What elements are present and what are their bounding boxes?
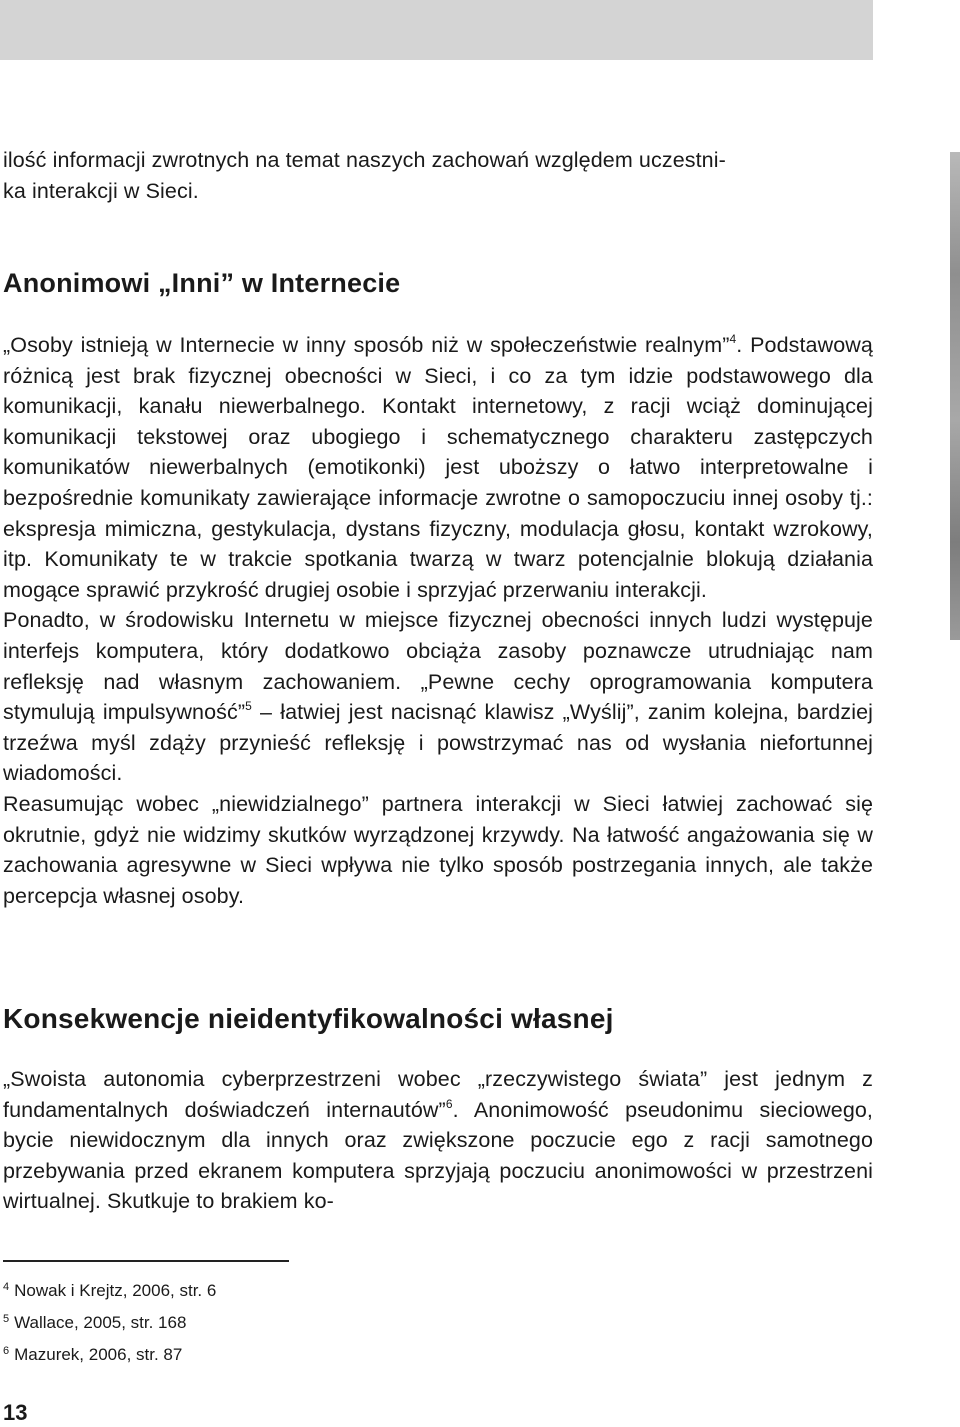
footnote-5 [3, 1309, 216, 1341]
footnote-ref-6: 6 [445, 1096, 453, 1111]
footnote-4 [3, 1277, 216, 1309]
section-2-body [3, 1064, 873, 1217]
footnote-6 [3, 1341, 216, 1373]
section-heading-consequences: Konsekwencje nieidentyfikowalności własnej [3, 1003, 614, 1034]
footnote-text: Nowak i Krejtz, 2006, str. 6 [14, 1281, 217, 1300]
footnote-ref-5: 5 [245, 699, 252, 714]
section-1-p1-text-b: . Podstawową różnicą jest brak fizycznej obecności w Sieci, i co za tym idzie podstawowego dla komunikacji, kanału niewerbalnego. Kontakt internetowy, z racji wciąż dominującej komunikacji tekstowej oraz ubogiego i schematycznego charakteru zastępczych komunikatów niewerbalnych (emotikonki) jest uboższy o łatwo interpretowalne i bezpośrednie komunikaty zawierające informacje zwrotne o samopoczuciu innej osoby tj.: ekspresja mimiczna, gestykulacja, dystans fizyczny, modulacja głosu, kontakt wzrokowy, itp. Komunikaty te w trakcie spotkania twarzą w twarz potencjalnie blokują działania mogące sprawić przykrość drugiej osobie i sprzyjać przerwaniu interakcji. [3, 333, 873, 602]
page-edge-photo-strip [950, 152, 960, 640]
section-2-p1-text-a: „Swoista autonomia cyberprzestrzeni wobec „rzeczywistego świata” jest jednym z fundamentalnych doświadczeń internautów” [3, 1067, 873, 1122]
footnote-number: 5 [3, 1313, 10, 1325]
section-1-p2-text-b: – łatwiej jest nacisnąć klawisz „Wyślij”, zanim kolejna, bardziej trzeźwa myśl zdąży przynieść refleksję i powstrzymać nas od wysłania niefortunnej wiadomości. [3, 700, 874, 786]
section-1-p2-text-a: Ponadto, w środowisku Internetu w miejsce fizycznej obecności innych ludzi występuje interfejs komputera, który dodatkowo obciąża zasoby poznawcze utrudniając nam refleksję nad własnym zachowaniem. „Pewne cechy oprogramowania komputera stymulują impulsywność” [3, 608, 873, 725]
footnote-text: Wallace, 2005, str. 168 [14, 1313, 187, 1332]
section-1-p1-text-a: „Osoby istnieją w Internecie w inny sposób niż w społeczeństwie realnym” [3, 333, 730, 357]
footnotes [3, 1277, 216, 1373]
header-band [0, 0, 873, 60]
footnote-text: Mazurek, 2006, str. 87 [14, 1345, 183, 1364]
section-1-paragraph-3: Reasumując wobec „niewidzialnego” partnera interakcji w Sieci łatwiej zachować się okrutnie, gdyż nie widzimy skutków wyrządzonej krzywdy. Na łatwość angażowania się w zachowania agresywne w Sieci wpływa nie tylko sposób postrzegania innych, ale także percepcja własnej osoby. [3, 791, 873, 908]
section-1-body [3, 330, 873, 911]
intro-paragraph [3, 145, 873, 206]
section-heading-anonymous-others: Anonimowi „Inni” w Internecie [3, 268, 401, 298]
page-number: 13 [3, 1400, 28, 1425]
section-2-paragraph-1 [3, 1064, 873, 1217]
intro-line-2: ka interakcji w Sieci. [3, 178, 199, 203]
intro-line-1: ilość informacji zwrotnych na temat naszych zachowań względem uczestni- [3, 148, 726, 172]
footnote-ref-4: 4 [729, 332, 737, 346]
section-1-paragraph-2 [3, 605, 873, 789]
section-1-paragraph-1 [3, 330, 873, 605]
footnote-divider [3, 1260, 289, 1262]
footnote-number: 4 [3, 1281, 10, 1293]
footnote-number: 6 [3, 1345, 10, 1357]
section-2-p1-text-b: . Anonimowość pseudonimu sieciowego, bycie niewidocznym dla innych oraz zwiększone poczucie ego z racji samotnego przebywania przed ekranem komputera sprzyjają poczuciu anonimowości w przestrzeni wirtualnej. Skutkuje to brakiem ko- [3, 1097, 874, 1214]
